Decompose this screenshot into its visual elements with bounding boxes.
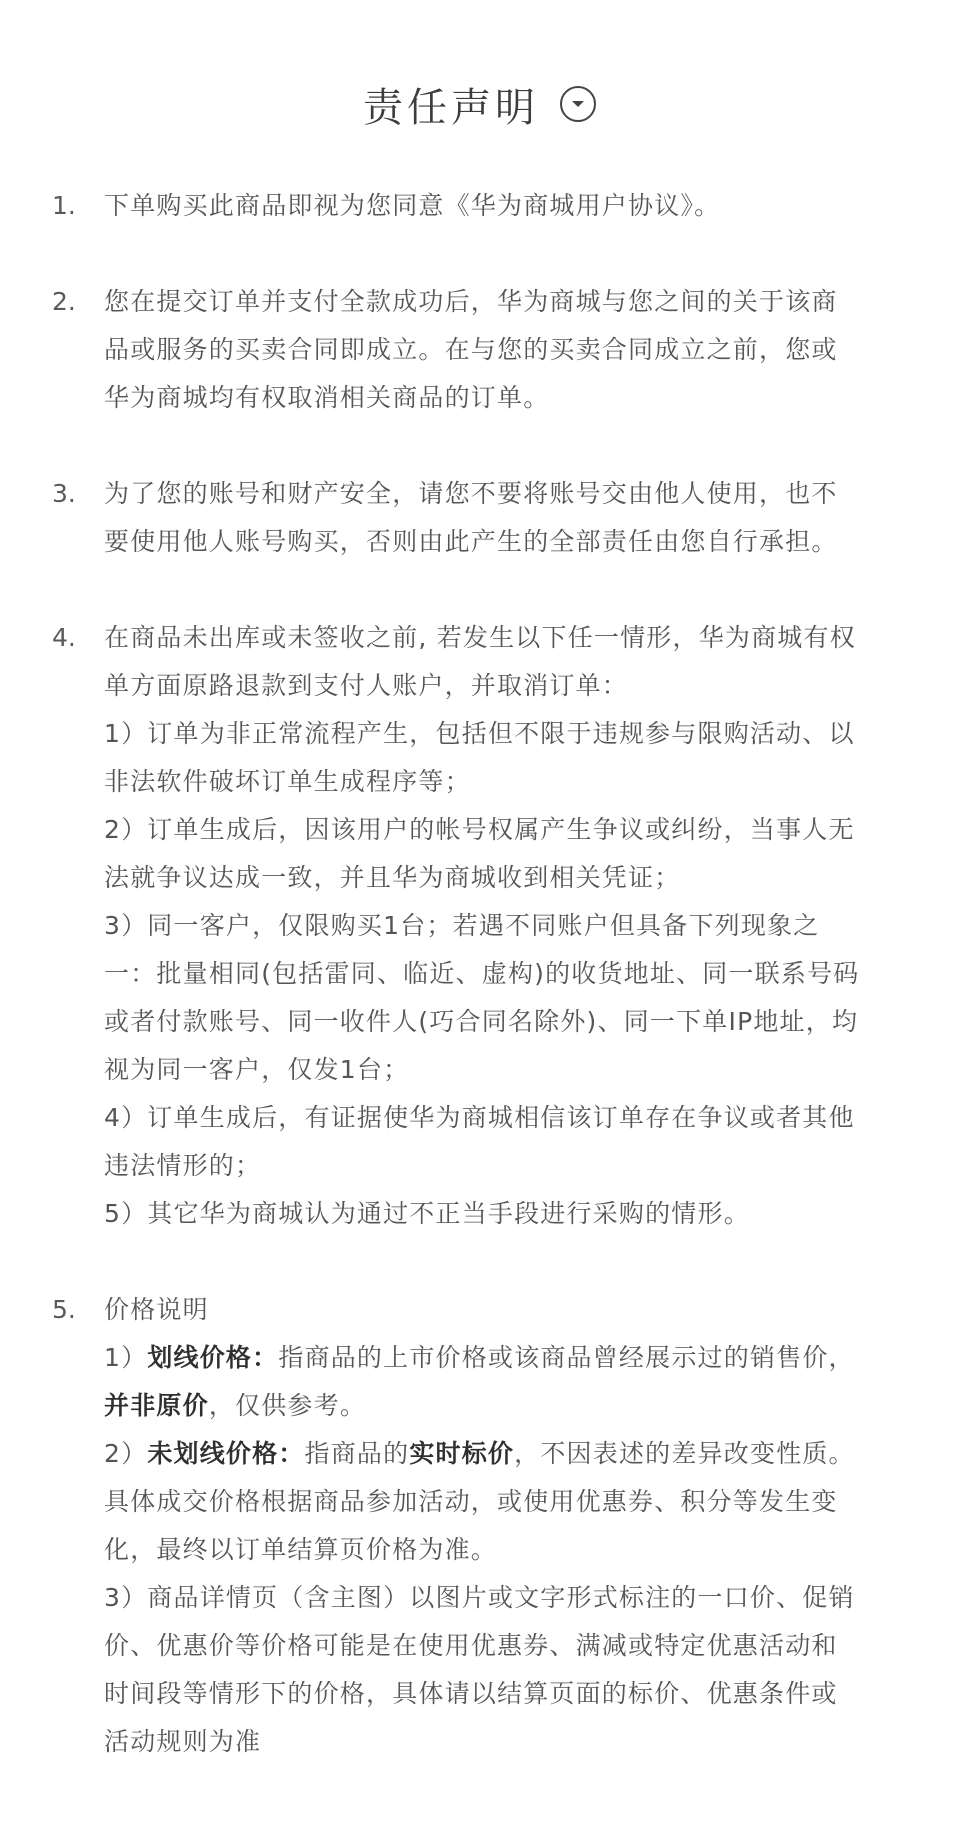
list-item-4	[0, 614, 960, 1238]
item-line: 1）订单为非正常流程产生，包括但不限于违规参与限购活动、以	[104, 719, 855, 748]
para-text: 指商品的	[304, 1439, 410, 1468]
para-text: ，仅供参考。	[208, 1391, 367, 1420]
item-line: 4）订单生成后，有证据使华为商城相信该订单存在争议或者其他	[104, 1103, 855, 1132]
list-item-3	[0, 470, 960, 566]
item-line: 3）同一客户，仅限购买1台；若遇不同账户但具备下列现象之	[104, 911, 820, 940]
para-prefix: 2）	[104, 1439, 148, 1468]
para-text: ，不因表述的差异改变性质。	[514, 1439, 855, 1468]
item-line: 违法情形的；	[104, 1151, 262, 1180]
title-row	[0, 72, 960, 136]
price-heading: 价格说明	[104, 1295, 209, 1324]
item-text	[104, 278, 908, 422]
chevron-down-circle-icon[interactable]	[559, 85, 597, 123]
para-text: 指商品的上市价格或该商品曾经展示过的销售价，	[278, 1343, 855, 1372]
item-line: 华为商城均有权取消相关商品的订单。	[104, 383, 550, 412]
disclaimer-list	[0, 182, 960, 1766]
item-line: 非法软件破坏订单生成程序等；	[104, 767, 471, 796]
item-line: 一：批量相同(包括雷同、临近、虚构)的收货地址、同一联系号码	[104, 959, 860, 988]
item-line: 单方面原路退款到支付人账户，并取消订单：	[104, 671, 629, 700]
item-line: 2）订单生成后，因该用户的帐号权属产生争议或纠纷，当事人无	[104, 815, 855, 844]
item-number: 3.	[52, 479, 76, 508]
price-para-2-line-3: 化，最终以订单结算页价格为准。	[104, 1535, 498, 1564]
price-para-3-line: 3）商品详情页（含主图）以图片或文字形式标注的一口价、促销	[104, 1583, 855, 1612]
item-line: 下单购买此商品即视为您同意《华为商城用户协议》。	[104, 191, 721, 220]
price-para-3-line: 时间段等情形下的价格，具体请以结算页面的标价、优惠条件或	[104, 1679, 838, 1708]
item-text	[104, 614, 908, 1238]
bold-term: 并非原价	[104, 1391, 209, 1420]
item-line: 法就争议达成一致，并且华为商城收到相关凭证；	[104, 863, 681, 892]
item-number: 2.	[52, 287, 76, 316]
price-para-2-line-1	[104, 1430, 908, 1478]
item-text	[104, 470, 908, 566]
item-line: 视为同一客户，仅发1台；	[104, 1055, 410, 1084]
item-line: 要使用他人账号购买，否则由此产生的全部责任由您自行承担。	[104, 527, 838, 556]
item-line: 或者付款账号、同一收件人(巧合同名除外)、同一下单IP地址，均	[104, 1007, 859, 1036]
price-para-1-line-2	[104, 1382, 908, 1430]
price-para-1-line-1	[104, 1334, 908, 1382]
item-number: 1.	[52, 191, 76, 220]
item-number: 5.	[52, 1295, 76, 1324]
item-line: 在商品未出库或未签收之前, 若发生以下任一情形，华为商城有权	[104, 623, 856, 652]
list-item-2	[0, 278, 960, 422]
price-para-2-line-2: 具体成交价格根据商品参加活动，或使用优惠券、积分等发生变	[104, 1487, 838, 1516]
page-title: 责任声明	[363, 84, 539, 131]
para-prefix: 1）	[104, 1343, 148, 1372]
bold-term: 实时标价	[409, 1439, 515, 1468]
item-line: 品或服务的买卖合同即成立。在与您的买卖合同成立之前，您或	[104, 335, 838, 364]
list-item-1	[0, 182, 960, 230]
item-line: 5）其它华为商城认为通过不正当手段进行采购的情形。	[104, 1199, 750, 1228]
item-text	[104, 1286, 908, 1766]
item-line: 您在提交订单并支付全款成功后，华为商城与您之间的关于该商	[104, 287, 838, 316]
list-item-5	[0, 1286, 960, 1766]
price-para-3-line: 活动规则为准	[104, 1727, 262, 1756]
price-para-3-line: 价、优惠价等价格可能是在使用优惠券、满减或特定优惠活动和	[104, 1631, 838, 1660]
item-line: 为了您的账号和财产安全，请您不要将账号交由他人使用，也不	[104, 479, 838, 508]
bold-term: 划线价格：	[147, 1343, 279, 1372]
item-text	[104, 182, 908, 230]
item-number: 4.	[52, 623, 76, 652]
bold-term: 未划线价格：	[147, 1439, 305, 1468]
